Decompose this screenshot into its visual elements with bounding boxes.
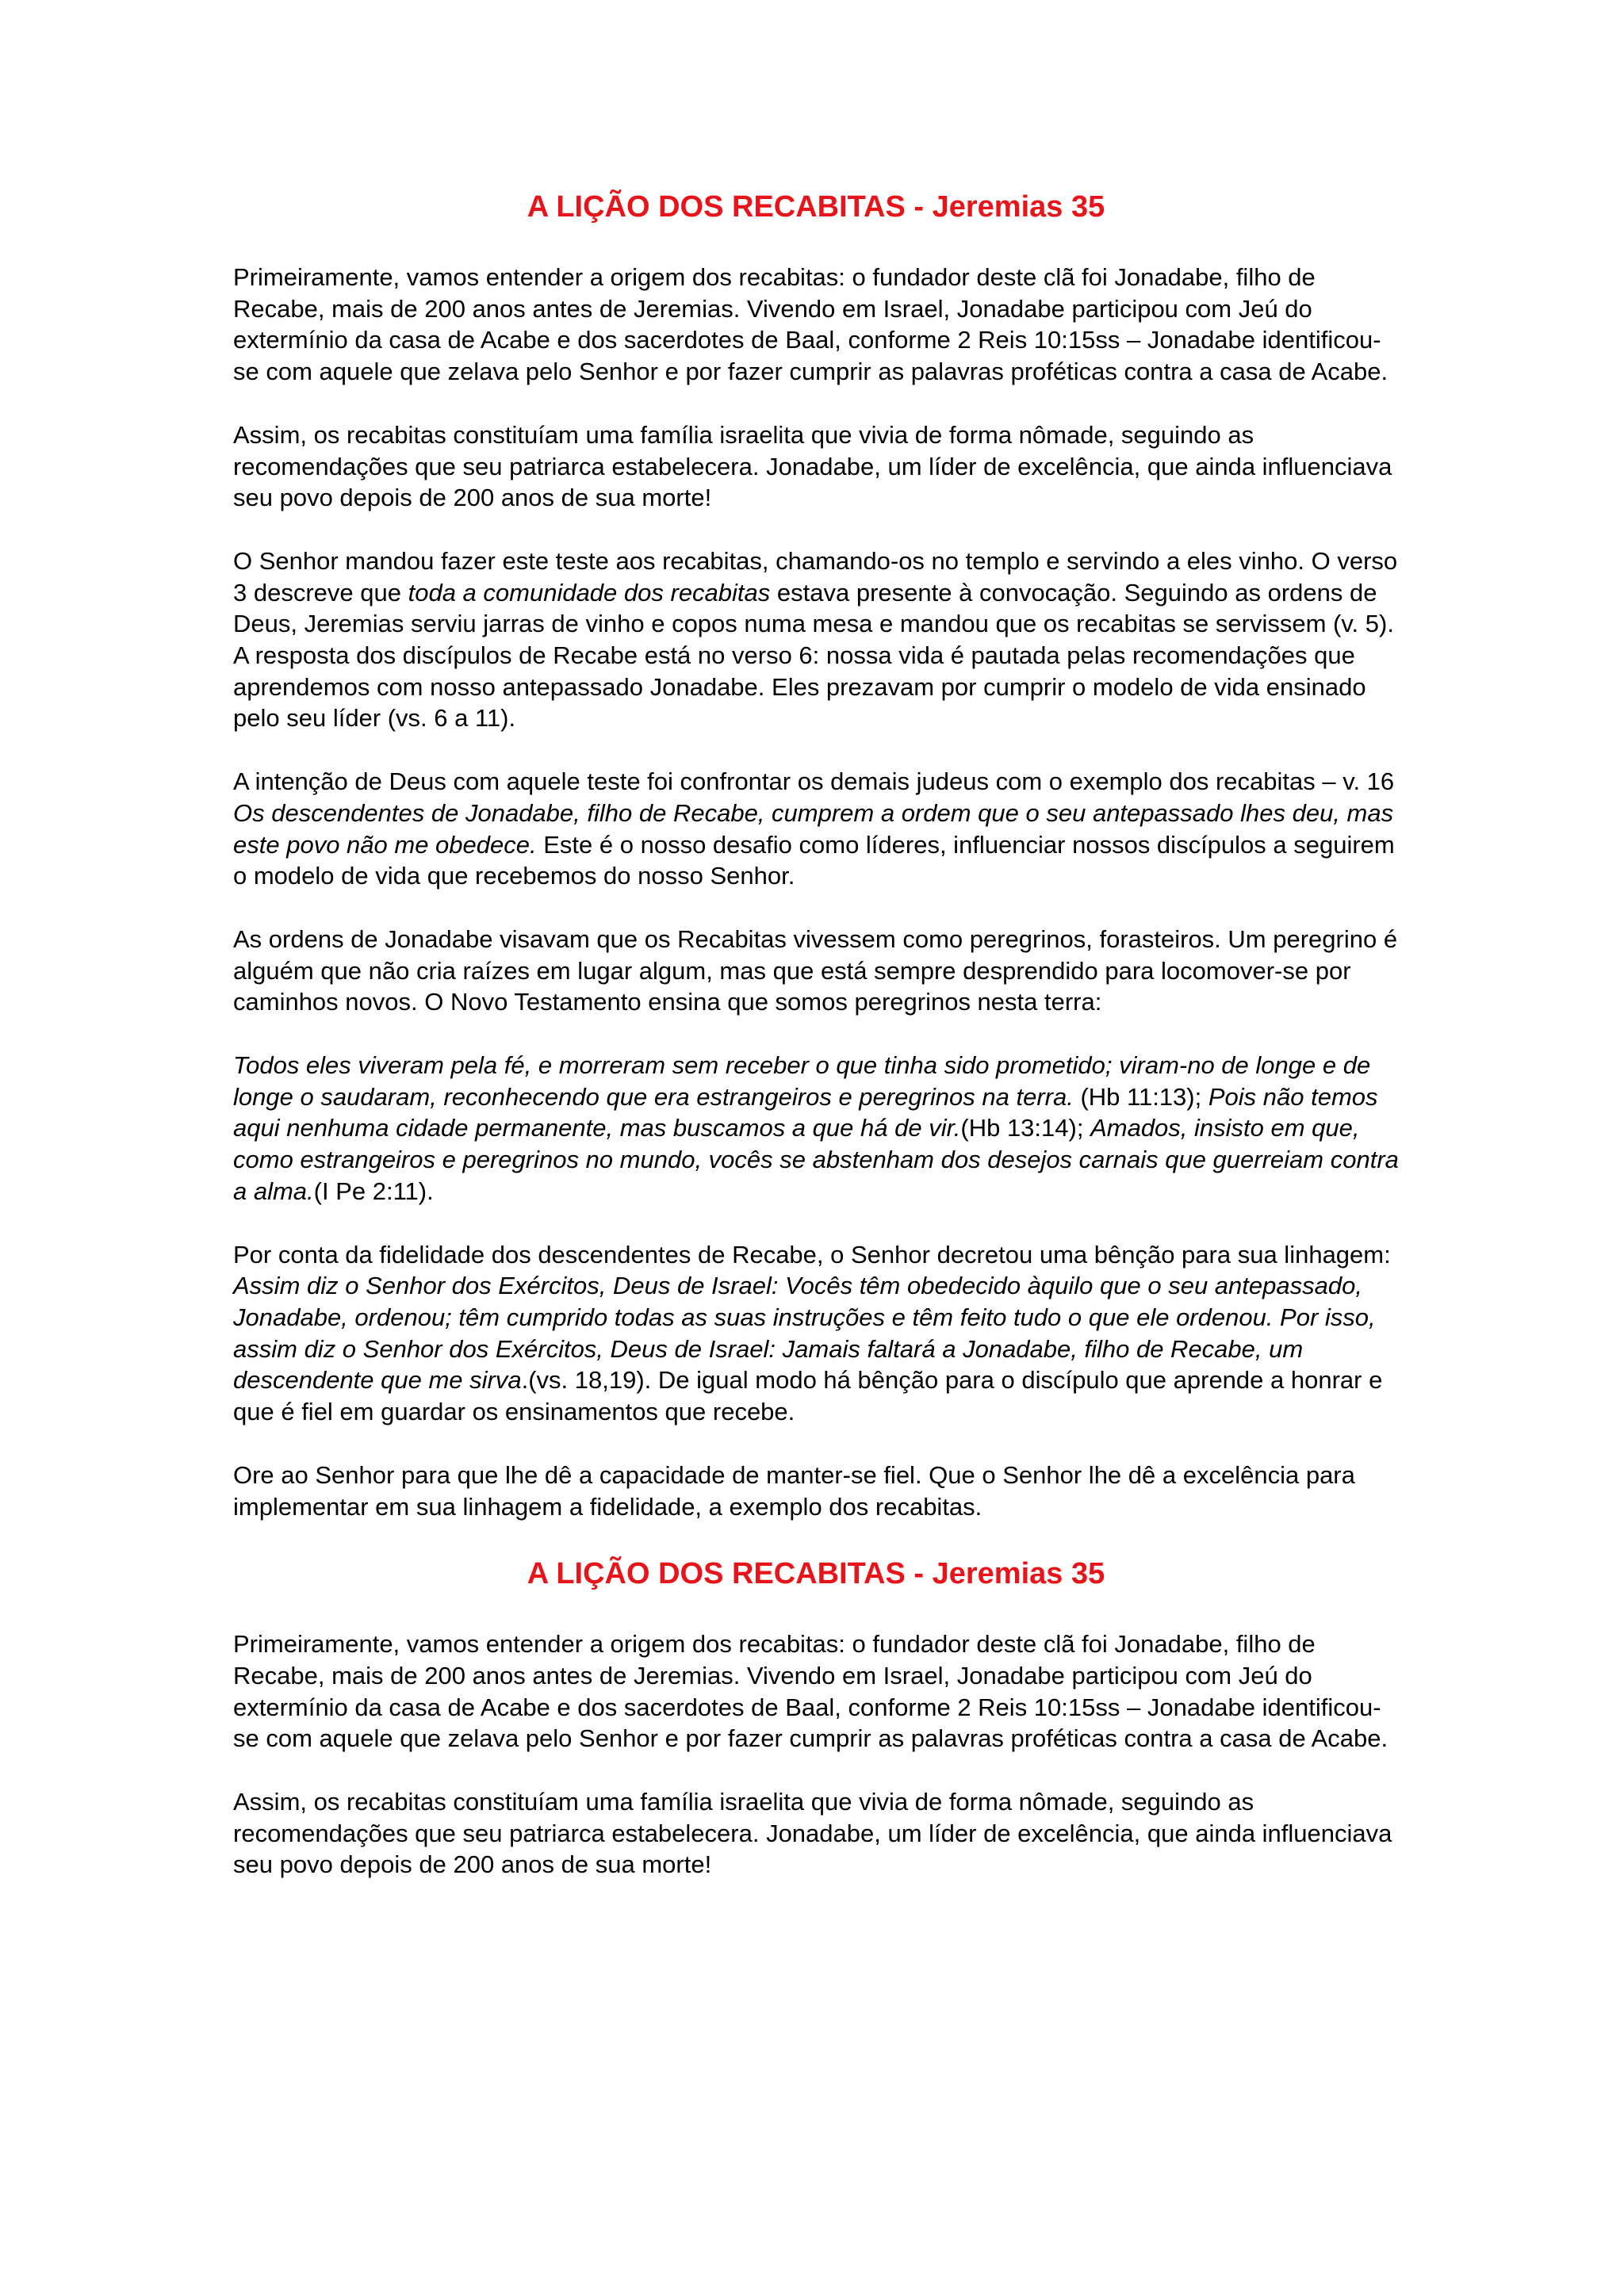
- text-run: estava presente à convocação. Seguindo as ordens de Deus, Jeremias serviu jarras de vinho e copos numa mesa e mandou que os recabitas se servissem (v. 5). A resposta dos discípulos de Recabe está no verso 6: nossa vida é pautada pelas recomendações que aprendemos com nosso antepassado Jonadabe. Eles prezavam por cumprir o modelo de vida ensinado pelo seu líder (vs. 6 a 11).: [233, 578, 1394, 733]
- italic-quote: Amados, insisto em que, como estrangeiros e peregrinos no mundo, vocês se abstenham dos desejos carnais que guerreiam contra a alma.: [233, 1114, 1399, 1205]
- italic-quote: toda a comunidade dos recabitas: [408, 578, 771, 607]
- paragraph-scripture-quotes: [233, 1050, 1399, 1207]
- text-run: .(vs. 18,19). De igual modo há bênção para o discípulo que aprende a honrar e que é fiel em guardar os ensinamentos que recebe.: [233, 1366, 1383, 1426]
- text-run: (I Pe 2:11).: [313, 1177, 434, 1205]
- paragraph-test: [233, 545, 1399, 734]
- section-title: A LIÇÃO DOS RECABITAS - Jeremias 35: [527, 190, 1105, 224]
- paragraph-origin: Primeiramente, vamos entender a origem dos recabitas: o fundador deste clã foi Jonadabe, filho de Recabe, mais de 200 anos antes de Jeremias. Vivendo em Israel, Jonadabe participou com Jeú do extermínio da casa de Acabe e dos sacerdotes de Baal, conforme 2 Reis 10:15ss – Jonadabe identificou-se com aquele que zelava pelo Senhor e por fazer cumprir as palavras proféticas contra a casa de Acabe.: [233, 263, 1388, 386]
- section-title-repeat: A LIÇÃO DOS RECABITAS - Jeremias 35: [527, 1557, 1105, 1591]
- italic-quote: Assim diz o Senhor dos Exércitos, Deus de Israel: Vocês têm obedecido àquilo que o seu antepassado, Jonadabe, ordenou; têm cumprido todas as suas instruções e têm feito tudo o que ele ordenou. Por isso, assim diz o Senhor dos Exércitos, Deus de Israel: Jamais faltará a Jonadabe, filho de Recabe, um descendente que me sirva: [233, 1272, 1376, 1395]
- text-run: O Senhor mandou fazer este teste aos recabitas, chamando-os no templo e servindo a eles vinho. O verso 3 descreve que: [233, 546, 1398, 607]
- text-run: (Hb 11:13);: [1073, 1082, 1208, 1111]
- paragraph-origin-repeat: Primeiramente, vamos entender a origem dos recabitas: o fundador deste clã foi Jonadabe, filho de Recabe, mais de 200 anos antes de Jeremias. Vivendo em Israel, Jonadabe participou com Jeú do extermínio da casa de Acabe e dos sacerdotes de Baal, conforme 2 Reis 10:15ss – Jonadabe identificou-se com aquele que zelava pelo Senhor e por fazer cumprir as palavras proféticas contra a casa de Acabe.: [233, 1630, 1388, 1753]
- paragraph-intention: [233, 766, 1399, 892]
- italic-quote: Pois não temos aqui nenhuma cidade permanente, mas buscamos a que há de vir.: [233, 1082, 1378, 1142]
- paragraph-nomads: Assim, os recabitas constituíam uma família israelita que vivia de forma nômade, seguindo as recomendações que seu patriarca estabelecera. Jonadabe, um líder de excelência, que ainda influenciava seu povo depois de 200 anos de sua morte!: [233, 420, 1392, 512]
- paragraph-pilgrims: As ordens de Jonadabe visavam que os Recabitas vivessem como peregrinos, forasteiros. Um peregrino é alguém que não cria raízes em lugar algum, mas que está sempre desprendido para locomover-se por caminhos novos. O Novo Testamento ensina que somos peregrinos nesta terra:: [233, 924, 1398, 1016]
- italic-quote: Todos eles viveram pela fé, e morreram sem receber o que tinha sido prometido; viram-no de longe e de longe o saudaram, reconhecendo que era estrangeiros e peregrinos na terra.: [233, 1051, 1371, 1111]
- italic-quote: Os descendentes de Jonadabe, filho de Recabe, cumprem a ordem que o seu antepassado lhes deu, mas este povo não me obedece.: [233, 798, 1394, 859]
- paragraph-nomads-repeat: Assim, os recabitas constituíam uma família israelita que vivia de forma nômade, seguindo as recomendações que seu patriarca estabelecera. Jonadabe, um líder de excelência, que ainda influenciava seu povo depois de 200 anos de sua morte!: [233, 1788, 1392, 1879]
- paragraph-blessing: [233, 1239, 1399, 1428]
- text-run: Por conta da fidelidade dos descendentes de Recabe, o Senhor decretou uma bênção para sua linhagem:: [233, 1240, 1391, 1269]
- text-run: Este é o nosso desafio como líderes, influenciar nossos discípulos a seguirem o modelo de vida que recebemos do nosso Senhor.: [233, 830, 1395, 890]
- paragraph-prayer: Ore ao Senhor para que lhe dê a capacidade de manter-se fiel. Que o Senhor lhe dê a excelência para implementar em sua linhagem a fidelidade, a exemplo dos recabitas.: [233, 1460, 1355, 1521]
- document-page: [233, 189, 1399, 1881]
- text-run: A intenção de Deus com aquele teste foi confrontar os demais judeus com o exemplo dos recabitas – v. 16: [233, 767, 1395, 796]
- text-run: (Hb 13:14);: [960, 1114, 1091, 1142]
